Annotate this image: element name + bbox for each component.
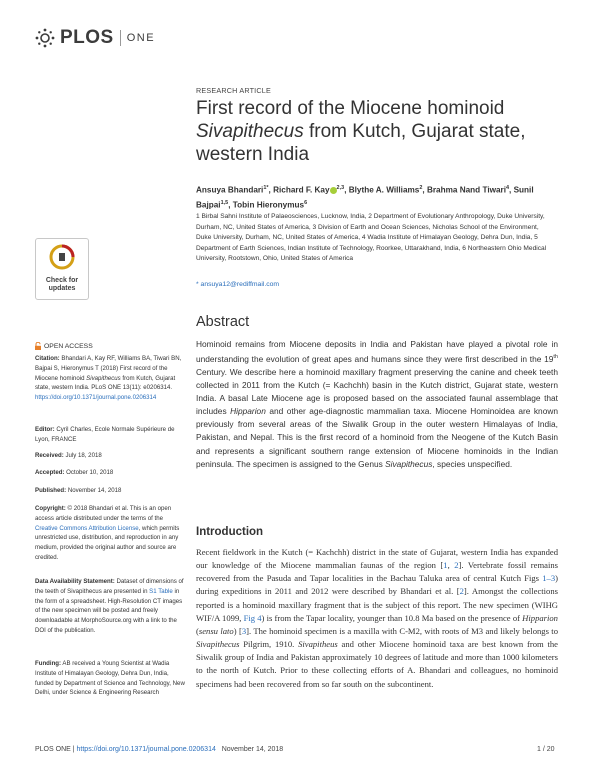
abstract-part: , species unspecified. (432, 458, 513, 469)
affiliations: 1 Birbal Sahni Institute of Palaeosciences, Lucknow, India, 2 Department of Evolutionary Anthropology, Duke University, Durham, NC, United States of America, 3 Division of Earth and Ocean Sciences, Nicholas School of the Environment, Duke University, Durham, NC, United States of America, 4 Wadia Institute of Himalayan Geology, Dehra Dun, India, 5 Department of Earth Sciences, Indian Institute of Technology, Roorkee, Uttarakhand, India, 6 Northeastern Ohio Medical University, Rootstown, Ohio, United States of America (196, 213, 547, 263)
citation-text: from Kutch, Gujarat state, western India. PLoS ONE 13(11): e0206314. (35, 374, 176, 392)
copyright-block (35, 504, 185, 563)
received-label: Received: (35, 452, 64, 459)
author-name[interactable]: , Sunil Bajpai (196, 185, 534, 211)
plos-logo-icon (34, 27, 56, 49)
accepted-label: Accepted: (35, 469, 65, 476)
title-line-2-rest: from Kutch, Gujarat state, (303, 121, 526, 142)
data-availability-text: in the form of a spreadsheet. High-Resolution CT images of the new specimen will be posted and freely downloadable at MorphoSource.org with a link to the DOI of the publication. (35, 587, 183, 634)
license-link[interactable]: Creative Commons Attribution License (35, 524, 139, 532)
editor-block (35, 425, 185, 445)
intro-part: Recent fieldwork in the Kutch (= Kachchh) district in the state of Gujarat, western India has expanded our knowledge of the Miocene mammalian faunas of the region [ (196, 547, 558, 571)
title-line-2 (196, 120, 556, 143)
footer-doi-link[interactable]: https://doi.org/10.1371/journal.pone.0206314 (76, 746, 216, 753)
abstract-text (196, 338, 558, 471)
corresponding-email[interactable]: * ansuya12@rediffmail.com (196, 281, 280, 288)
abstract-part: Hominoid remains from Miocene deposits in India and Pakistan have played a pivotal role in understanding the evolution of great apes and humans since they were first described in the 19 (196, 339, 558, 364)
author-affil-sup: 1* (263, 185, 269, 191)
received-date (35, 451, 185, 461)
accepted-date (35, 468, 185, 478)
abstract-heading: Abstract (196, 314, 250, 330)
author-name[interactable]: Ansuya Bhandari (196, 185, 264, 195)
open-lock-icon (35, 342, 41, 350)
journal-logo[interactable] (34, 26, 155, 50)
data-availability-label: Data Availability Statement: (35, 578, 115, 585)
reference-link[interactable]: 3 (241, 625, 247, 636)
intro-part: ) is from the Tapar locality, younger than 10.8 Ma based on the presence of (261, 612, 523, 623)
citation-label: Citation: (35, 355, 60, 362)
funding-block (35, 659, 185, 698)
author-name[interactable]: , Blythe A. Williams (344, 185, 420, 195)
badge-line-2: updates (48, 285, 76, 292)
citation-text: Bhandari A, Kay RF, Williams BA, Tiwari BN, Bajpai S, Hieronymus T (2018) First record of the Miocene hominoid (35, 355, 182, 382)
reference-link[interactable]: 2 (454, 560, 459, 571)
abstract-sup: th (553, 354, 558, 361)
funding-label: Funding: (35, 660, 62, 667)
intro-part: and other Miocene hominoid taxa are best known from the Siwalik group of India and Pakistan approximately 10 degrees of latitude and more than 1000 kilometers to the north of Kutch. Prior to these collecting efforts of A. Bhandari and colleagues, no hominoid specimens had been recovered from so far south on the subcontinent. (196, 639, 558, 689)
abstract-part: Century. We describe here a hominoid maxillary fragment preserving the canine and cheek teeth collected in 2011 from the Kutch (= Kachchh) basin in the Kutch district, Gujarat state, western India. A basal Late Miocene age is proposed based on the associated faunal assemblage that includes (196, 366, 558, 417)
reference-link[interactable]: 2 (459, 586, 464, 597)
intro-part: ]. The hominoid specimen is a maxilla with C-M2, with roots of M3 and likely belongs to (246, 625, 558, 636)
title-line-3: western India (196, 144, 310, 165)
article-type: RESEARCH ARTICLE (196, 86, 271, 95)
figure-link[interactable]: Fig 4 (243, 612, 262, 623)
intro-taxon: sensu lato (198, 625, 234, 636)
journal-name: ONE (126, 32, 156, 44)
badge-line-1: Check for (45, 277, 79, 284)
data-availability-block (35, 577, 185, 636)
intro-taxon: Sivapitheus (298, 639, 338, 650)
intro-part: ]. Vertebrate fossil remains recovered from the Pasuda and Tapar localities in the Bachau Taluka area of central Kutch Figs (196, 560, 559, 584)
check-for-updates-badge[interactable] (35, 238, 89, 300)
citation-doi-link[interactable]: https://doi.org/10.1371/journal.pone.0206314 (35, 394, 157, 402)
footer-citation (35, 746, 283, 753)
funding-text: AB received a Young Scientist at Wadia Institute of Himalayan Geology, Dehra Dun, India, funded by Department of Science and Technology, New Delhi, under Science & Engineering Research (35, 660, 185, 697)
copyright-text: © 2018 Bhandari et al. This is an open access article distributed under the terms of the (35, 505, 172, 522)
author-list (196, 182, 566, 213)
logo-divider (120, 30, 121, 46)
footer-date: November 14, 2018 (221, 746, 284, 753)
intro-part: ]. Amongst the collections reported is a hominoid maxillary fragment that is the subject of this report. The new specimen (WIHG WIF/A 1099, (196, 586, 558, 623)
abstract-part: and other age-diagnostic mammalian taxa. Miocene Hominoidea are known previously from several areas of the Siwalik Group in the outer western Himalayas of India, Pakistan, and Nepal. This is the first record of a hominoid from the Neogene of the Kutch Basin and represents a significant southern range extension of Miocene hominoids in the Indian peninsula. The specimen is assigned to the Genus (196, 406, 558, 469)
title-genus: Sivapithecus (196, 121, 304, 142)
author-affil-sup: 2 (419, 185, 423, 191)
supplement-link[interactable]: S1 Table (149, 587, 173, 595)
introduction-text (196, 546, 558, 691)
introduction-heading: Introduction (196, 526, 264, 538)
author-affil-sup: 4 (505, 185, 510, 191)
author-affil-sup: 2,3 (336, 185, 345, 191)
intro-part: , (447, 560, 455, 571)
editor-text: Cyril Charles, Ecole Normale Supérieure de Lyon, FRANCE (35, 426, 175, 443)
orcid-icon[interactable] (330, 187, 337, 194)
title-line-1: First record of the Miocene hominoid (196, 98, 505, 119)
author-name[interactable]: , Richard F. Kay (268, 185, 330, 195)
abstract-taxon: Sivapithecus (385, 458, 433, 469)
accepted-value: October 10, 2018 (64, 469, 114, 476)
footer-separator: | (70, 746, 77, 753)
intro-part: Pilgrim, 1910. (239, 639, 299, 650)
editor-label: Editor: (35, 426, 55, 433)
abstract-taxon: Hipparion (230, 406, 266, 417)
footer-journal: PLOS ONE (35, 746, 71, 753)
published-value: November 14, 2018 (66, 487, 122, 494)
brand-name: PLOS (60, 27, 114, 48)
intro-part: ( (196, 625, 199, 636)
published-label: Published: (35, 487, 67, 494)
intro-part: ) during expeditions in 2011 and 2012 were described by Bhandari et al. [ (196, 573, 558, 597)
published-date (35, 486, 185, 496)
received-value: July 18, 2018 (63, 452, 102, 459)
data-availability-text: Dataset of dimensions of the teeth of Sivapithecus are presented in (35, 578, 184, 595)
citation-taxon: Sivapithecus (86, 374, 121, 382)
reference-link[interactable]: 1 (443, 560, 448, 571)
intro-taxon: Hipparion (522, 612, 558, 623)
author-affil-sup: 1,5 (220, 200, 229, 207)
author-name[interactable]: , Brahma Nand Tiwari (422, 185, 506, 195)
open-access-label (35, 342, 93, 350)
intro-taxon: Sivapithecus (196, 639, 240, 650)
author-name[interactable]: , Tobin Hieronymus (228, 201, 305, 211)
intro-part: ) [ (233, 625, 242, 636)
copyright-label: Copyright: (35, 505, 66, 512)
figure-link[interactable]: 1–3 (542, 573, 556, 584)
article-title (196, 97, 556, 166)
page-number: 1 / 20 (537, 746, 555, 753)
copyright-text: , which permits unrestricted use, distribution, and reproduction in any medium, provided the original author and source are credited. (35, 524, 180, 561)
author-affil-sup: 6 (304, 200, 308, 207)
open-access-text: OPEN ACCESS (44, 342, 93, 350)
update-check-icon (49, 244, 75, 270)
citation-block (35, 354, 185, 403)
